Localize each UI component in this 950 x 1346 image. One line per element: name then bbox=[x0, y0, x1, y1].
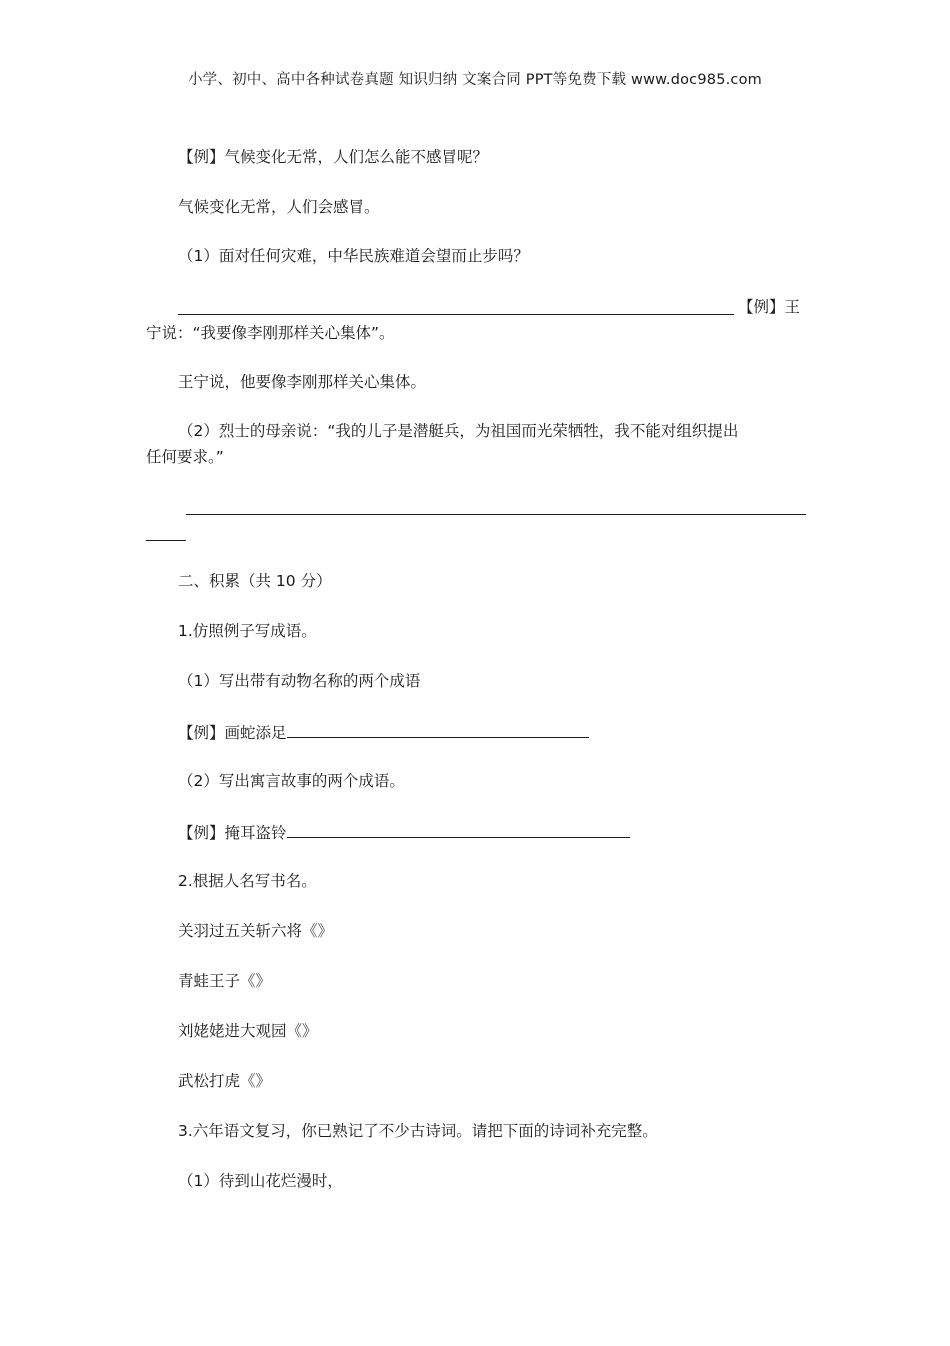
idiom-blank-2[interactable] bbox=[287, 821, 630, 838]
example-answer-2: 王宁说，他要像李刚那样关心集体。 bbox=[178, 373, 427, 391]
example-text: 【例】掩耳盗铃 bbox=[178, 824, 287, 842]
book-item[interactable]: 关羽过五关斩六将《》 bbox=[178, 922, 334, 940]
question-1: （1）面对任何灾难，中华民族难道会望而止步吗？ bbox=[178, 247, 529, 265]
answer-line-2-wrap[interactable] bbox=[146, 540, 186, 541]
idiom-blank-1[interactable] bbox=[287, 721, 589, 738]
item-3: 3.六年语文复习，你已熟记了不少古诗词。请把下面的诗词补充完整。 bbox=[178, 1122, 658, 1140]
book-item[interactable]: 武松打虎《》 bbox=[178, 1072, 272, 1090]
item-1-example-2 bbox=[178, 821, 630, 843]
question-2-line-2: 任何要求。” bbox=[146, 448, 224, 466]
example-question: 【例】气候变化无常，人们怎么能不感冒呢？ bbox=[178, 148, 489, 166]
example-answer: 气候变化无常，人们会感冒。 bbox=[178, 198, 380, 216]
item-3-sub-1: （1）待到山花烂漫时， bbox=[178, 1172, 343, 1190]
page-header: 小学、初中、高中各种试卷真题 知识归纳 文案合同 PPT等免费下载 www.doc985.com bbox=[187, 72, 763, 88]
item-1-sub-2: （2）写出寓言故事的两个成语。 bbox=[178, 772, 405, 790]
item-2: 2.根据人名写书名。 bbox=[178, 872, 317, 890]
question-2-line-1: （2）烈士的母亲说：“我的儿子是潜艇兵，为祖国而光荣牺牲，我不能对组织提出 bbox=[178, 422, 739, 440]
example-text: 【例】画蛇添足 bbox=[178, 724, 287, 742]
book-item[interactable]: 青蛙王子《》 bbox=[178, 972, 272, 990]
item-1: 1.仿照例子写成语。 bbox=[178, 622, 317, 640]
section-heading: 二、积累（共 10 分） bbox=[178, 572, 332, 590]
answer-line-2[interactable] bbox=[186, 514, 806, 515]
example-lead: 【例】王 bbox=[738, 298, 801, 316]
example-question-2: 宁说：“我要像李刚那样关心集体”。 bbox=[146, 324, 395, 342]
item-1-sub-1: （1）写出带有动物名称的两个成语 bbox=[178, 672, 421, 690]
item-1-example-1 bbox=[178, 721, 589, 743]
book-item[interactable]: 刘姥姥进大观园《》 bbox=[178, 1022, 318, 1040]
answer-line-1[interactable] bbox=[178, 314, 734, 315]
